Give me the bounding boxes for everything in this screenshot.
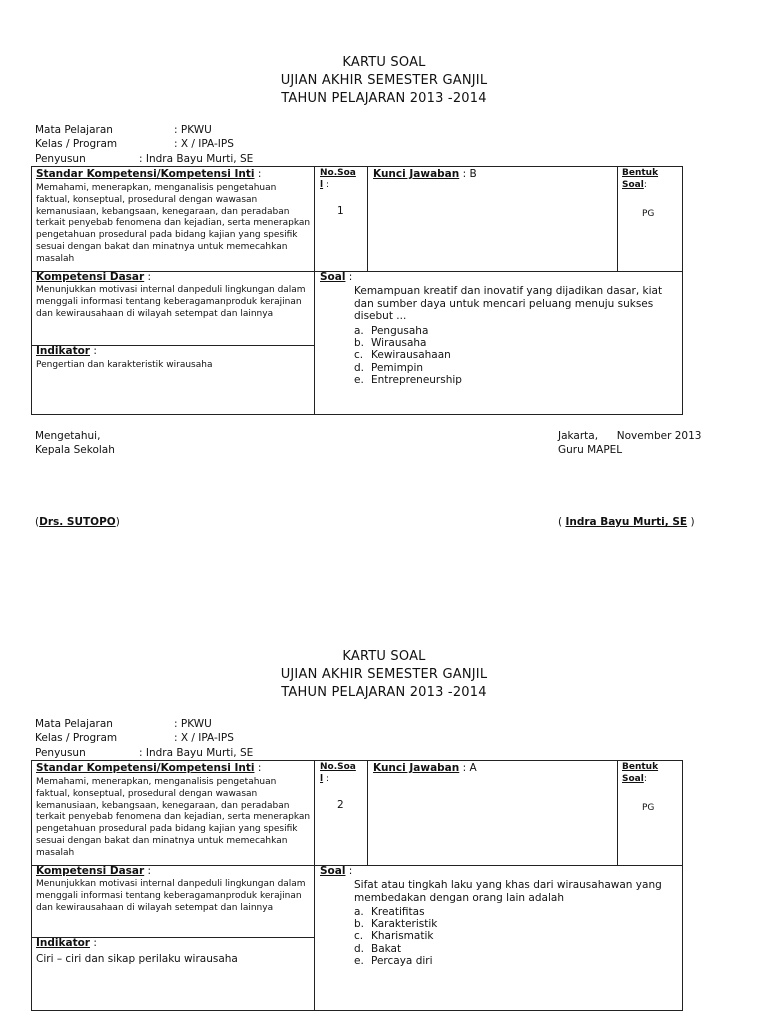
card-2-title-line-1: KARTU SOAL <box>342 649 426 664</box>
card-2-kd-heading <box>36 865 151 878</box>
card-1-soal-heading <box>320 271 352 284</box>
card-1-bentuk-label-2: Soal <box>622 179 644 190</box>
sig-right-name-line: ( Indra Bayu Murti, SE ) <box>558 516 695 528</box>
card-1-sk-colon: : <box>254 168 262 180</box>
card-1-kunci-label: Kunci Jawaban <box>373 168 460 180</box>
card-1-divider-kunci <box>617 167 618 271</box>
card-1-soal-colon: : <box>345 271 353 283</box>
card-2-sk-heading <box>36 762 261 775</box>
sig-left-name-line: (Drs. SUTOPO) <box>35 516 120 528</box>
card-2-kd-text: Menunjukkan motivasi internal danpeduli lingkungan dalam menggali informasi tentang keberagamanproduk kerajinan dan kewirausahaan di wilayah setempat dan lainnya <box>36 879 306 913</box>
card-1-kd-heading <box>36 271 151 284</box>
card-2-mapel-label: Mata Pelajaran <box>35 718 113 730</box>
card-2-nosoal-colon: : <box>323 773 329 784</box>
card-1-ind-heading <box>36 345 97 358</box>
card-1-kd-text: Menunjukkan motivasi internal danpeduli lingkungan dalam menggali informasi tentang keberagamanproduk kerajinan dan kewirausahaan di wilayah setempat dan lainnya <box>36 285 306 319</box>
card-2-ind-text: Ciri – ciri dan sikap perilaku wirausaha <box>36 953 238 965</box>
card-1-nosoal-label-2: l <box>320 179 324 190</box>
card-1-bentuk-value: PG <box>642 209 655 219</box>
card-2-divider-kunci <box>617 761 618 865</box>
card-2-divider-nosoal <box>367 761 368 865</box>
card-1-mapel-value: : PKWU <box>174 124 212 136</box>
card-2-sk-colon: : <box>254 762 262 774</box>
sig-left-line-1: Mengetahui, <box>35 430 101 442</box>
card-2-kelas-value: : X / IPA-IPS <box>174 732 234 744</box>
sig-right-date: November 2013 <box>616 430 702 442</box>
card-2-kd-label: Kompetensi Dasar <box>36 865 145 877</box>
card-1-ind-text: Pengertian dan karakteristik wirausaha <box>36 360 213 370</box>
card-1-option-b: b. Wirausaha <box>354 337 427 350</box>
card-2-option-a: a. Kreatifitas <box>354 906 425 918</box>
card-2-penyusun-label: Penyusun <box>35 747 86 759</box>
card-1-kd-colon: : <box>144 271 152 283</box>
card-2-sk-text: Memahami, menerapkan, menganalisis pengetahuan faktual, konseptual, prosedural dengan wawasan kemanusiaan, kebangsaan, kenegaraan, dan peradaban terkait penyebab fenomena dan kejadian, serta menerapkan pengetahuan prosedural pada bidang kajian yang spesifik sesuai dengan bakat dan minatnya untuk memecahkan masalah <box>36 777 311 858</box>
card-1-sk-label: Standar Kompetensi/Kompetensi Inti <box>36 168 255 180</box>
card-1-penyusun-label: Penyusun <box>35 153 86 165</box>
card-2-mapel-value: : PKWU <box>174 718 212 730</box>
card-1-ind-colon: : <box>89 345 97 357</box>
card-1-option-c: c. Kewirausahaan <box>354 349 451 362</box>
card-1-nosoal-colon: : <box>323 179 329 190</box>
card-2-nosoal-label-2: l <box>320 773 324 784</box>
card-1-sk-heading <box>36 168 261 181</box>
card-2-sk-label: Standar Kompetensi/Kompetensi Inti <box>36 762 255 774</box>
card-2-nosoal-label-1: No.Soa <box>320 762 356 772</box>
card-1-divider-main <box>314 167 315 414</box>
sig-left-name: Drs. SUTOPO <box>39 516 116 528</box>
card-1-divider-nosoal <box>367 167 368 271</box>
card-1-bentuk-label-1: Bentuk <box>622 168 659 178</box>
card-1-kelas-label: Kelas / Program <box>35 138 118 150</box>
card-2-bentuk-colon: : <box>643 773 647 784</box>
card-2-option-d: d. Bakat <box>354 942 402 955</box>
card-1-nosoal-heading <box>320 168 366 192</box>
card-2-soal-colon: : <box>345 865 353 877</box>
card-2-bentuk-label-1: Bentuk <box>622 762 659 772</box>
card-1-bentuk-heading <box>622 168 658 192</box>
card-2-title-line-2: UJIAN AKHIR SEMESTER GANJIL <box>280 667 488 682</box>
card-1-bentuk-colon: : <box>643 179 647 190</box>
sig-right-line-1 <box>558 429 701 443</box>
card-1-kunci-heading <box>373 168 477 181</box>
card-1-nosoal-label-1: No.Soa <box>320 168 356 178</box>
sig-right-city: Jakarta, <box>558 430 599 442</box>
card-2-ind-heading <box>36 937 97 950</box>
card-2-question: Sifat atau tingkah laku yang khas dari wirausahawan yang membedakan dengan orang lain adalah <box>354 879 662 904</box>
card-2-bentuk-heading <box>622 762 658 786</box>
card-2-bentuk-label-2: Soal <box>622 773 644 784</box>
card-1-question: Kemampuan kreatif dan inovatif yang dijadikan dasar, kiat dan sumber daya untuk mencari peluang menuju sukses disebut ... <box>354 285 663 322</box>
card-2-soal-label: Soal <box>320 865 346 877</box>
sig-right-name: Indra Bayu Murti, SE <box>565 516 688 528</box>
card-2-option-b: b. Karakteristik <box>354 918 438 931</box>
card-2-ind-colon: : <box>89 937 97 949</box>
card-2-nosoal-value: 2 <box>337 799 344 811</box>
card-2-options <box>354 906 437 967</box>
card-1-title-line-1: KARTU SOAL <box>342 55 426 70</box>
card-2-option-e: e. Percaya diri <box>354 954 433 967</box>
card-1-ind-label: Indikator <box>36 345 90 357</box>
card-1-options <box>354 325 462 386</box>
card-1-option-a: a. Pengusaha <box>354 325 429 337</box>
card-2-option-c: c. Kharismatik <box>354 930 434 943</box>
card-2-ind-label: Indikator <box>36 937 90 949</box>
card-1-table <box>31 166 683 415</box>
card-1-title-line-2: UJIAN AKHIR SEMESTER GANJIL <box>280 73 488 88</box>
card-1-sk-text: Memahami, menerapkan, menganalisis pengetahuan faktual, konseptual, prosedural dengan wawasan kemanusiaan, kebangsaan, kenegaraan, dan peradaban terkait penyebab fenomena dan kejadian, serta menerapkan pengetahuan prosedural pada bidang kajian yang spesifik sesuai dengan bakat dan minatnya untuk memecahkan masalah <box>36 183 311 264</box>
card-2-divider-main <box>314 761 315 1010</box>
card-2-kunci-value: : A <box>459 762 477 774</box>
card-1-option-e: e. Entrepreneurship <box>354 373 462 386</box>
sig-right-line-2: Guru MAPEL <box>558 444 623 456</box>
card-2-kd-colon: : <box>144 865 152 877</box>
card-1-penyusun-value: : Indra Bayu Murti, SE <box>139 153 254 165</box>
card-2-soal-heading <box>320 865 352 878</box>
card-1-title-line-3: TAHUN PELAJARAN 2013 -2014 <box>281 91 487 106</box>
card-2-kunci-heading <box>373 762 477 775</box>
card-1-option-d: d. Pemimpin <box>354 361 424 374</box>
card-1-nosoal-value: 1 <box>337 205 344 217</box>
card-2-title-line-3: TAHUN PELAJARAN 2013 -2014 <box>281 685 487 700</box>
card-1-kd-label: Kompetensi Dasar <box>36 271 145 283</box>
card-2-bentuk-value: PG <box>642 803 655 813</box>
card-2-kelas-label: Kelas / Program <box>35 732 118 744</box>
card-1-kelas-value: : X / IPA-IPS <box>174 138 234 150</box>
card-1-soal-label: Soal <box>320 271 346 283</box>
card-2-kunci-label: Kunci Jawaban <box>373 762 460 774</box>
card-1-kunci-value: : B <box>459 168 477 180</box>
card-1-mapel-label: Mata Pelajaran <box>35 124 113 136</box>
card-2-table <box>31 760 683 1011</box>
card-2-nosoal-heading <box>320 762 366 786</box>
sig-left-line-2: Kepala Sekolah <box>35 444 115 456</box>
card-2-penyusun-value: : Indra Bayu Murti, SE <box>139 747 254 759</box>
